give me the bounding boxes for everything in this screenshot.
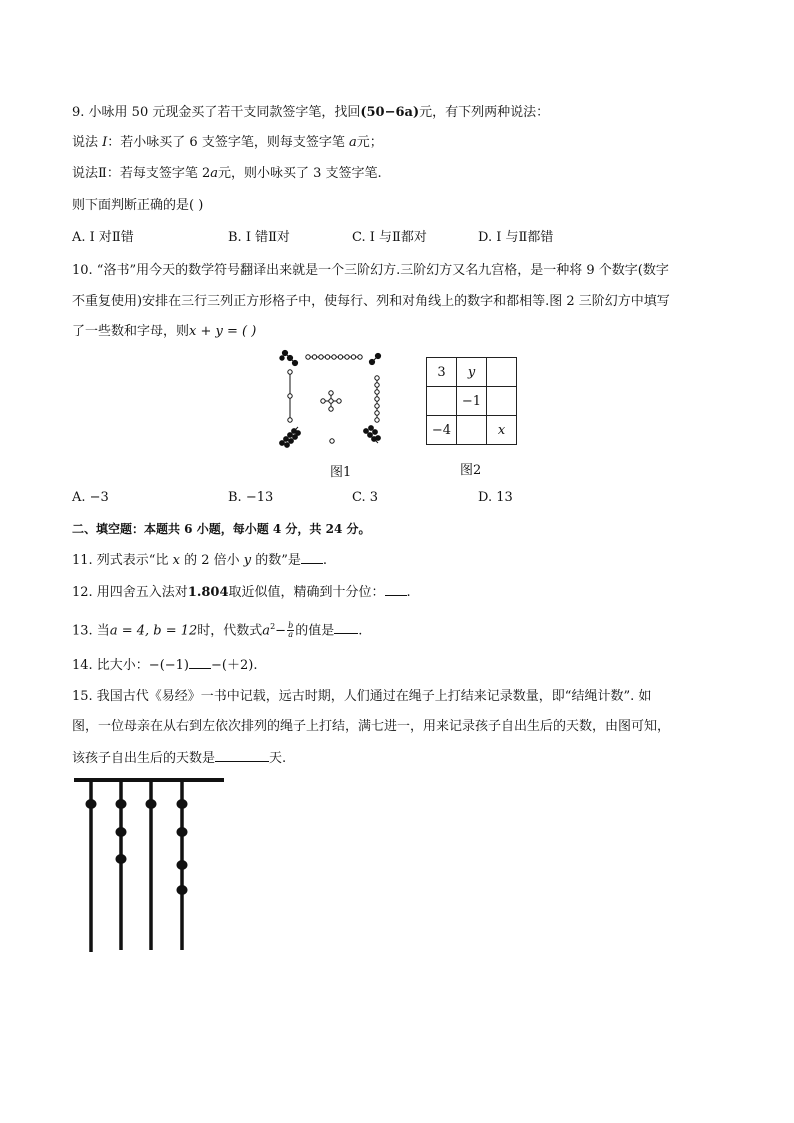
fraction: $\frac{b}{a}$ [288, 621, 294, 640]
grid-cell: x [487, 416, 517, 445]
q9-option-d: D. I 与Ⅱ都错 [478, 230, 554, 245]
q10-option-c: C. 3 [352, 490, 379, 505]
q15-line-2: 图，一位母亲在从右到左依次排列的绳子上打结，满七进一，用来记录孩子自出生后的天数，由图可知， [72, 719, 671, 734]
q15-line-3: 该孩子自出生后的天数是 天. [72, 751, 287, 766]
q11: 11. 列式表示“比 x 的 2 倍小 y 的数”是 . [72, 553, 328, 568]
q9-question: 则下面判断正确的是( ) [72, 198, 204, 213]
q9-stem: 9. 小咏用 50 元现金买了若干支同款签字笔，找回(50−6a)元，有下列两种说法： [72, 105, 550, 120]
fig1-caption: 图1 [330, 465, 352, 480]
grid-cell: −4 [427, 416, 457, 445]
q14: 14. 比大小：−(−1) −(＋2). [72, 658, 258, 673]
answer-blank [189, 656, 211, 669]
answer-blank [215, 749, 269, 762]
section-heading: 二、填空题：本题共 6 小题，每小题 4 分，共 24 分。 [72, 522, 371, 536]
q9-claim-2: 说法Ⅱ：若每支签字笔 2a元，则小咏买了 3 支签字笔. [72, 166, 382, 181]
q9-claim-1: 说法 I：若小咏买了 6 支签字笔，则每支签字笔 a元； [72, 135, 383, 150]
grid-cell [427, 387, 457, 416]
q10-line-1: 10. “洛书”用今天的数学符号翻译出来就是一个三阶幻方.三阶幻方又名九宫格，是一种将 9 个数字(数字 [72, 263, 669, 278]
answer-blank [301, 551, 323, 564]
fig2-caption: 图2 [460, 463, 482, 478]
grid-row [427, 416, 517, 445]
answer-blank [385, 583, 407, 596]
q9-option-a: A. I 对Ⅱ错 [72, 230, 134, 245]
q13: 13. 当a = 4, b = 12时，代数式$a^2-$ $\frac{b}{a}$ 的值是 . [72, 621, 363, 640]
grid-row [427, 358, 517, 387]
knotted-ropes-figure [70, 776, 230, 956]
q10-line-2: 不重复使用)安排在三行三列正方形格子中，使每行、列和对角线上的数字和都相等.图 2 三阶幻方中填写 [72, 294, 670, 309]
grid-cell [487, 387, 517, 416]
q15-line-1: 15. 我国古代《易经》一书中记载，远古时期，人们通过在绳子上打结来记录数量，即“结绳计数”. 如 [72, 689, 652, 704]
q10-option-d: D. 13 [478, 490, 513, 505]
q10-option-b: B. −13 [228, 490, 274, 505]
q9-option-c: C. I 与Ⅱ都对 [352, 230, 427, 245]
grid-cell [457, 416, 487, 445]
q10-line-3: 了一些数和字母，则x + y = ( ) [72, 324, 257, 339]
answer-blank [334, 621, 358, 634]
luoshu-figure [278, 348, 408, 448]
q9-option-b: B. I 错Ⅱ对 [228, 230, 290, 245]
grid-row [427, 387, 517, 416]
grid-cell [487, 358, 517, 387]
q10-option-a: A. −3 [72, 490, 109, 505]
grid-cell: −1 [457, 387, 487, 416]
magic-square-grid [426, 357, 517, 445]
grid-cell: y [457, 358, 487, 387]
grid-cell: 3 [427, 358, 457, 387]
q12: 12. 用四舍五入法对1.804取近似值，精确到十分位： . [72, 585, 411, 600]
